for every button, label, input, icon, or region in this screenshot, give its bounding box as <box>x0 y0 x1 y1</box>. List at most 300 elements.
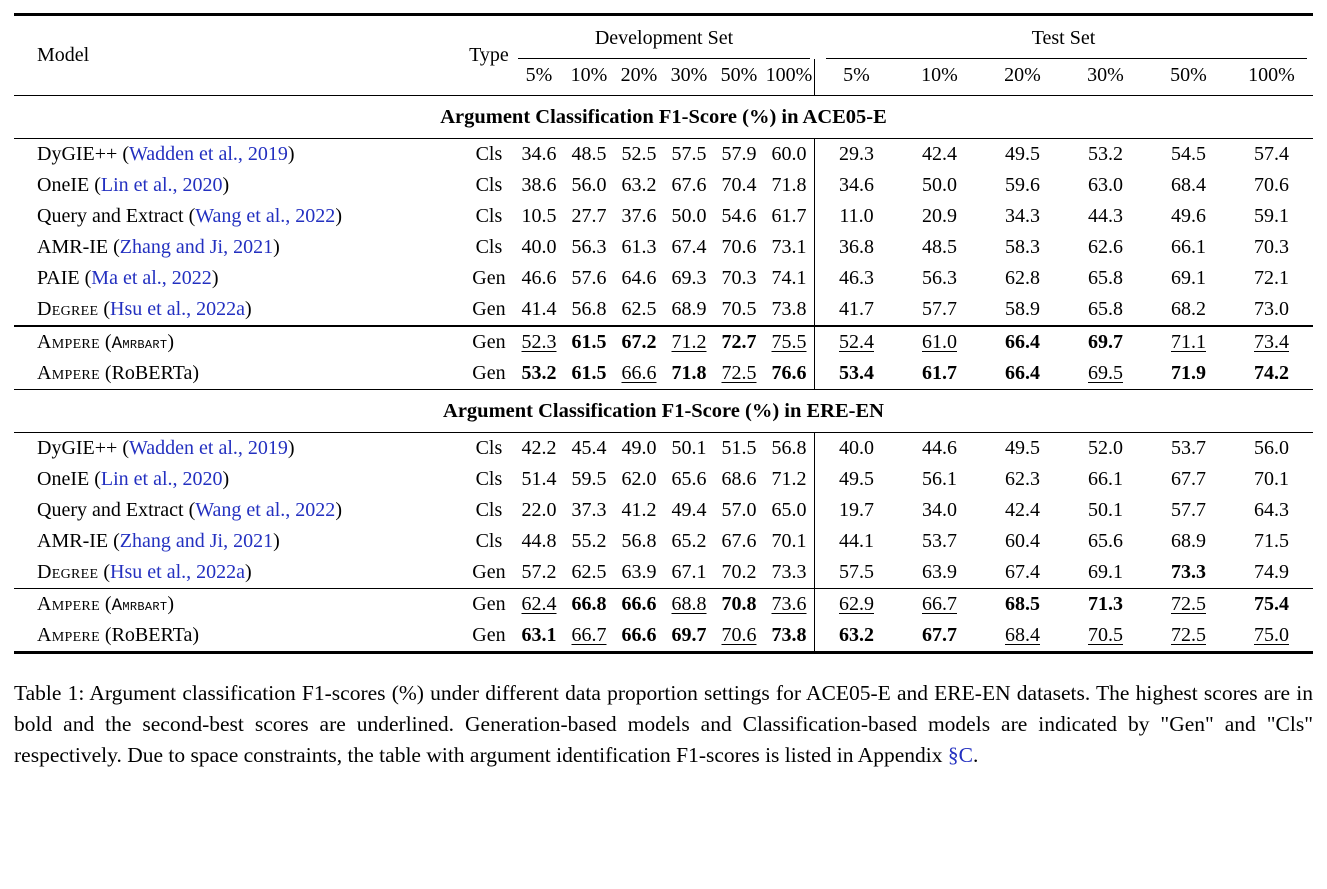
score-cell: 71.2 <box>671 330 707 353</box>
score-cell: 63.9 <box>621 560 657 583</box>
dev-percent-header: 50% <box>720 64 758 86</box>
citation-link[interactable]: Ma et al., 2022 <box>91 267 212 290</box>
paren: ( <box>108 529 120 552</box>
dev-percent-header: 100% <box>765 64 813 86</box>
score-cell: 37.3 <box>571 498 607 521</box>
score-cell: 66.4 <box>1005 330 1040 353</box>
score-cell: 68.8 <box>671 593 707 616</box>
test-scores <box>814 557 1313 588</box>
dev-scores <box>514 526 814 557</box>
score-cell: 68.5 <box>1005 593 1040 616</box>
test-scores <box>814 170 1313 201</box>
score-cell: 57.6 <box>571 267 607 290</box>
score-cell: 59.6 <box>1005 174 1040 197</box>
score-cell: 74.1 <box>771 267 807 290</box>
development-set-group <box>514 16 814 95</box>
table-row <box>14 589 1313 620</box>
score-cell: 67.4 <box>671 236 707 259</box>
score-cell: 53.2 <box>521 361 557 384</box>
paren: ( <box>79 267 92 290</box>
citation-link[interactable]: Hsu et al., 2022a <box>110 298 246 321</box>
table-row <box>14 139 1313 170</box>
score-cell: 56.0 <box>1254 436 1289 459</box>
score-cell: 49.6 <box>1171 205 1206 228</box>
table-row <box>14 170 1313 201</box>
table-body <box>14 95 1313 654</box>
score-cell: 49.5 <box>1005 436 1040 459</box>
score-cell: 48.5 <box>571 143 607 166</box>
score-cell: 62.8 <box>1005 267 1040 290</box>
score-cell: 34.3 <box>1005 205 1040 228</box>
model-cell <box>14 143 464 166</box>
test-scores <box>814 433 1313 464</box>
score-cell: 10.5 <box>521 205 557 228</box>
dev-percent-header: 20% <box>620 64 658 86</box>
table-row <box>14 433 1313 464</box>
score-cell: 67.6 <box>671 174 707 197</box>
test-scores <box>814 201 1313 232</box>
score-cell: 75.0 <box>1254 624 1289 647</box>
type-cell: Gen <box>472 298 506 321</box>
paren: ( <box>98 560 111 583</box>
score-cell: 49.5 <box>1005 143 1040 166</box>
table-row <box>14 495 1313 526</box>
score-cell: 41.7 <box>839 298 874 321</box>
score-cell: 42.4 <box>922 143 957 166</box>
score-cell: 36.8 <box>839 236 874 259</box>
score-cell: 63.0 <box>1088 174 1123 197</box>
paren: ) <box>287 436 295 459</box>
test-scores <box>814 294 1313 325</box>
score-cell: 52.5 <box>621 143 657 166</box>
score-cell: 49.0 <box>621 436 657 459</box>
paren: ) <box>273 529 280 552</box>
score-cell: 66.1 <box>1088 467 1123 490</box>
test-percent-header: 10% <box>921 64 958 86</box>
score-cell: 41.2 <box>621 498 657 521</box>
paren: ( <box>99 361 112 384</box>
score-cell: 67.4 <box>1005 560 1040 583</box>
score-cell: 27.7 <box>571 205 607 228</box>
paren: ) <box>245 298 252 321</box>
score-cell: 20.9 <box>922 205 957 228</box>
dev-scores <box>514 263 814 294</box>
model-cell <box>14 561 464 584</box>
type-cell: Cls <box>475 498 503 521</box>
score-cell: 50.1 <box>671 436 707 459</box>
score-cell: 69.1 <box>1171 267 1206 290</box>
paren: ) <box>167 593 175 616</box>
score-cell: 62.5 <box>621 298 657 321</box>
score-cell: 67.7 <box>1171 467 1206 490</box>
score-cell: 53.4 <box>839 361 874 384</box>
score-cell: 73.6 <box>771 593 807 616</box>
test-set-header: Test Set <box>1031 27 1096 49</box>
model-cell <box>14 362 464 385</box>
score-cell: 69.5 <box>1088 361 1123 384</box>
score-cell: 70.8 <box>721 593 757 616</box>
test-percent-header: 100% <box>1248 64 1295 86</box>
test-scores <box>814 620 1313 651</box>
score-cell: 53.7 <box>922 529 957 552</box>
type-cell: Gen <box>472 560 506 583</box>
model-variant: Amrbart <box>111 596 168 617</box>
score-cell: 65.2 <box>671 529 707 552</box>
score-cell: 73.8 <box>771 624 807 647</box>
paren: ( <box>99 593 112 616</box>
score-cell: 71.8 <box>771 174 807 197</box>
paren: ( <box>117 436 129 459</box>
test-percent-header: 50% <box>1170 64 1207 86</box>
model-variant: RoBERTa <box>111 361 193 384</box>
type-cell: Cls <box>475 529 503 552</box>
citation-link[interactable]: Hsu et al., 2022a <box>110 560 246 583</box>
test-scores <box>814 139 1313 170</box>
citation-link[interactable]: Wang et al., 2022 <box>195 205 336 228</box>
table-row <box>14 464 1313 495</box>
score-cell: 62.5 <box>571 560 607 583</box>
score-cell: 40.0 <box>839 436 874 459</box>
score-cell: 72.5 <box>721 361 757 384</box>
model-cell <box>14 530 464 553</box>
score-cell: 67.2 <box>621 330 657 353</box>
score-cell: 59.5 <box>571 467 607 490</box>
paren: ) <box>273 236 280 259</box>
score-cell: 73.8 <box>771 298 807 321</box>
score-cell: 71.5 <box>1254 529 1289 552</box>
type-cell: Cls <box>475 467 503 490</box>
score-cell: 66.6 <box>621 593 657 616</box>
model-name: Query and Extract <box>37 498 184 521</box>
dev-scores <box>514 433 814 464</box>
score-cell: 34.0 <box>922 498 957 521</box>
dev-scores <box>514 232 814 263</box>
score-cell: 62.4 <box>521 593 557 616</box>
score-cell: 71.3 <box>1088 593 1123 616</box>
paren: ) <box>211 267 219 290</box>
paren: ( <box>183 205 196 228</box>
paren: ) <box>192 624 199 647</box>
score-cell: 57.9 <box>721 143 757 166</box>
score-cell: 46.3 <box>839 267 874 290</box>
score-cell: 41.4 <box>521 298 557 321</box>
score-cell: 63.2 <box>621 174 657 197</box>
score-cell: 65.8 <box>1088 267 1123 290</box>
test-scores <box>814 327 1313 358</box>
score-cell: 64.3 <box>1254 498 1289 521</box>
score-cell: 60.0 <box>771 143 807 166</box>
table-row <box>14 327 1313 358</box>
score-cell: 53.7 <box>1171 436 1206 459</box>
paren: ) <box>222 174 230 197</box>
model-name: Degree <box>37 560 99 583</box>
citation-link[interactable]: Zhang and Ji, 2021 <box>119 529 274 552</box>
dev-percent-header: 30% <box>670 64 708 86</box>
section-title: Argument Classification F1-Score (%) in ERE-EN <box>443 399 884 422</box>
score-cell: 64.6 <box>621 267 657 290</box>
score-cell: 57.0 <box>721 498 757 521</box>
score-cell: 58.9 <box>1005 298 1040 321</box>
score-cell: 66.7 <box>571 624 607 647</box>
model-cell <box>14 468 464 491</box>
paren: ( <box>117 143 129 166</box>
score-cell: 70.2 <box>721 560 757 583</box>
score-cell: 72.1 <box>1254 267 1289 290</box>
score-cell: 59.1 <box>1254 205 1289 228</box>
type-cell: Gen <box>472 267 506 290</box>
score-cell: 61.7 <box>771 205 807 228</box>
score-cell: 61.3 <box>621 236 657 259</box>
score-cell: 61.5 <box>571 330 607 353</box>
score-cell: 71.9 <box>1171 361 1206 384</box>
score-cell: 56.8 <box>621 529 657 552</box>
table-row <box>14 358 1313 389</box>
citation-link[interactable]: Wadden et al., 2019 <box>129 143 288 166</box>
score-cell: 70.6 <box>1254 174 1289 197</box>
test-percent-header: 20% <box>1004 64 1041 86</box>
score-cell: 65.6 <box>1088 529 1123 552</box>
score-cell: 75.5 <box>771 330 807 353</box>
dev-scores <box>514 589 814 620</box>
model-variant: RoBERTa <box>111 624 193 647</box>
score-cell: 70.1 <box>771 529 807 552</box>
score-cell: 61.7 <box>922 361 957 384</box>
model-cell <box>14 499 464 522</box>
paren: ( <box>98 298 111 321</box>
score-cell: 71.1 <box>1171 330 1206 353</box>
paren: ) <box>335 205 342 228</box>
paren: ) <box>167 330 175 353</box>
score-cell: 44.8 <box>521 529 557 552</box>
score-cell: 73.0 <box>1254 298 1289 321</box>
score-cell: 63.1 <box>521 624 557 647</box>
score-cell: 70.5 <box>721 298 757 321</box>
score-cell: 34.6 <box>839 174 874 197</box>
model-name: OneIE <box>37 174 90 197</box>
citation-link[interactable]: Lin et al., 2020 <box>100 174 223 197</box>
score-cell: 63.9 <box>922 560 957 583</box>
score-cell: 56.3 <box>922 267 957 290</box>
type-column-header: Type <box>469 44 509 66</box>
score-cell: 54.5 <box>1171 143 1206 166</box>
score-cell: 68.4 <box>1171 174 1206 197</box>
score-cell: 56.3 <box>571 236 607 259</box>
type-cell: Cls <box>475 143 503 166</box>
score-cell: 65.8 <box>1088 298 1123 321</box>
score-cell: 38.6 <box>521 174 557 197</box>
dev-percent-row <box>514 59 814 95</box>
model-cell <box>14 331 464 354</box>
table-header <box>14 16 1313 95</box>
score-cell: 61.5 <box>571 361 607 384</box>
score-cell: 66.7 <box>922 593 957 616</box>
model-name: PAIE <box>37 267 80 290</box>
test-scores <box>814 263 1313 294</box>
model-name: Degree <box>37 298 99 321</box>
table-caption <box>14 678 1313 770</box>
score-cell: 22.0 <box>521 498 557 521</box>
score-cell: 48.5 <box>922 236 957 259</box>
dev-scores <box>514 464 814 495</box>
caption-text: Table 1: Argument classification F1-scores (%) under different data proportion settings for ACE05-E and ERE-EN datasets. The highest scores are in bold and the second-best scores are underlined. Generation-based models and Classification-based models are indicated by "Gen" and "Cls" respectively. Due to space constraints, the table with argument identification F1-scores is listed in Appendix <box>14 681 1313 767</box>
type-cell: Cls <box>475 236 503 259</box>
score-cell: 73.3 <box>771 560 807 583</box>
score-cell: 50.0 <box>922 174 957 197</box>
score-cell: 58.3 <box>1005 236 1040 259</box>
paren: ) <box>335 498 342 521</box>
score-cell: 68.9 <box>671 298 707 321</box>
score-cell: 44.1 <box>839 529 874 552</box>
score-cell: 19.7 <box>839 498 874 521</box>
test-scores <box>814 358 1313 389</box>
score-cell: 57.2 <box>521 560 557 583</box>
dev-scores <box>514 170 814 201</box>
score-cell: 44.6 <box>922 436 957 459</box>
citation-link[interactable]: Lin et al., 2020 <box>100 467 223 490</box>
table-row <box>14 294 1313 325</box>
paren: ( <box>89 467 101 490</box>
score-cell: 42.2 <box>521 436 557 459</box>
model-cell <box>14 298 464 321</box>
score-cell: 69.7 <box>671 624 707 647</box>
model-cell <box>14 205 464 228</box>
citation-link[interactable]: Zhang and Ji, 2021 <box>119 236 274 259</box>
citation-link[interactable]: Wadden et al., 2019 <box>129 436 288 459</box>
score-cell: 73.1 <box>771 236 807 259</box>
score-cell: 69.1 <box>1088 560 1123 583</box>
test-scores <box>814 589 1313 620</box>
table-row <box>14 232 1313 263</box>
test-percent-row <box>814 59 1313 95</box>
development-set-header: Development Set <box>594 27 734 49</box>
score-cell: 53.2 <box>1088 143 1123 166</box>
paren: ) <box>245 560 252 583</box>
dev-percent-header: 5% <box>525 64 553 86</box>
score-cell: 57.4 <box>1254 143 1289 166</box>
score-cell: 56.8 <box>571 298 607 321</box>
table-row <box>14 620 1313 651</box>
score-cell: 69.3 <box>671 267 707 290</box>
table-bottom-rule <box>14 651 1313 654</box>
score-cell: 44.3 <box>1088 205 1123 228</box>
test-scores <box>814 526 1313 557</box>
test-scores <box>814 232 1313 263</box>
citation-link[interactable]: Wang et al., 2022 <box>195 498 336 521</box>
score-cell: 61.0 <box>922 330 957 353</box>
score-cell: 60.4 <box>1005 529 1040 552</box>
paren: ( <box>183 498 196 521</box>
score-cell: 70.6 <box>721 624 757 647</box>
dev-scores <box>514 495 814 526</box>
score-cell: 57.7 <box>922 298 957 321</box>
score-cell: 66.1 <box>1171 236 1206 259</box>
score-cell: 72.5 <box>1171 593 1206 616</box>
model-cell <box>14 624 464 647</box>
model-name: Ampere <box>37 624 100 647</box>
score-cell: 73.4 <box>1254 330 1289 353</box>
table-row <box>14 263 1313 294</box>
dev-scores <box>514 294 814 325</box>
score-cell: 74.2 <box>1254 361 1289 384</box>
section-title: Argument Classification F1-Score (%) in ACE05-E <box>440 106 887 129</box>
model-cell <box>14 593 464 616</box>
score-cell: 75.4 <box>1254 593 1289 616</box>
score-cell: 70.5 <box>1088 624 1123 647</box>
score-cell: 51.5 <box>721 436 757 459</box>
score-cell: 45.4 <box>571 436 607 459</box>
model-name: Ampere <box>37 361 100 384</box>
score-cell: 52.0 <box>1088 436 1123 459</box>
paren: ( <box>99 624 112 647</box>
model-name: Ampere <box>37 330 100 353</box>
type-cell: Cls <box>475 174 503 197</box>
score-cell: 62.3 <box>1005 467 1040 490</box>
score-cell: 67.6 <box>721 529 757 552</box>
dev-scores <box>514 620 814 651</box>
score-cell: 69.7 <box>1088 330 1123 353</box>
table-row <box>14 557 1313 588</box>
model-variant: Amrbart <box>111 333 168 354</box>
type-cell: Gen <box>472 361 506 384</box>
model-name: AMR-IE <box>37 529 109 552</box>
score-cell: 72.5 <box>1171 624 1206 647</box>
score-cell: 55.2 <box>571 529 607 552</box>
model-cell <box>14 236 464 259</box>
paren: ) <box>287 143 295 166</box>
model-name: AMR-IE <box>37 236 109 259</box>
score-cell: 66.6 <box>621 624 657 647</box>
score-cell: 52.4 <box>839 330 874 353</box>
dev-percent-header: 10% <box>570 64 608 86</box>
score-cell: 57.5 <box>671 143 707 166</box>
model-name: DyGIE++ <box>37 143 118 166</box>
score-cell: 34.6 <box>521 143 557 166</box>
score-cell: 54.6 <box>721 205 757 228</box>
score-cell: 66.8 <box>571 593 607 616</box>
score-cell: 66.6 <box>621 361 657 384</box>
score-cell: 70.3 <box>721 267 757 290</box>
score-cell: 68.9 <box>1171 529 1206 552</box>
type-cell: Cls <box>475 436 503 459</box>
score-cell: 68.4 <box>1005 624 1040 647</box>
score-cell: 67.1 <box>671 560 707 583</box>
score-cell: 70.1 <box>1254 467 1289 490</box>
test-scores <box>814 495 1313 526</box>
model-name: DyGIE++ <box>37 436 118 459</box>
dev-scores <box>514 201 814 232</box>
paren: ( <box>89 174 101 197</box>
paren: ) <box>222 467 230 490</box>
type-cell: Gen <box>472 330 506 353</box>
score-cell: 50.1 <box>1088 498 1123 521</box>
type-cell: Cls <box>475 205 503 228</box>
table-row <box>14 526 1313 557</box>
score-cell: 62.0 <box>621 467 657 490</box>
score-cell: 76.6 <box>771 361 807 384</box>
score-cell: 29.3 <box>839 143 874 166</box>
score-cell: 49.4 <box>671 498 707 521</box>
score-cell: 65.6 <box>671 467 707 490</box>
dev-scores <box>514 358 814 389</box>
test-set-group <box>814 16 1313 95</box>
appendix-link[interactable]: §C <box>947 742 973 767</box>
score-cell: 52.3 <box>521 330 557 353</box>
score-cell: 40.0 <box>521 236 557 259</box>
score-cell: 72.7 <box>721 330 757 353</box>
score-cell: 65.0 <box>771 498 807 521</box>
test-scores <box>814 464 1313 495</box>
score-cell: 11.0 <box>839 205 874 228</box>
